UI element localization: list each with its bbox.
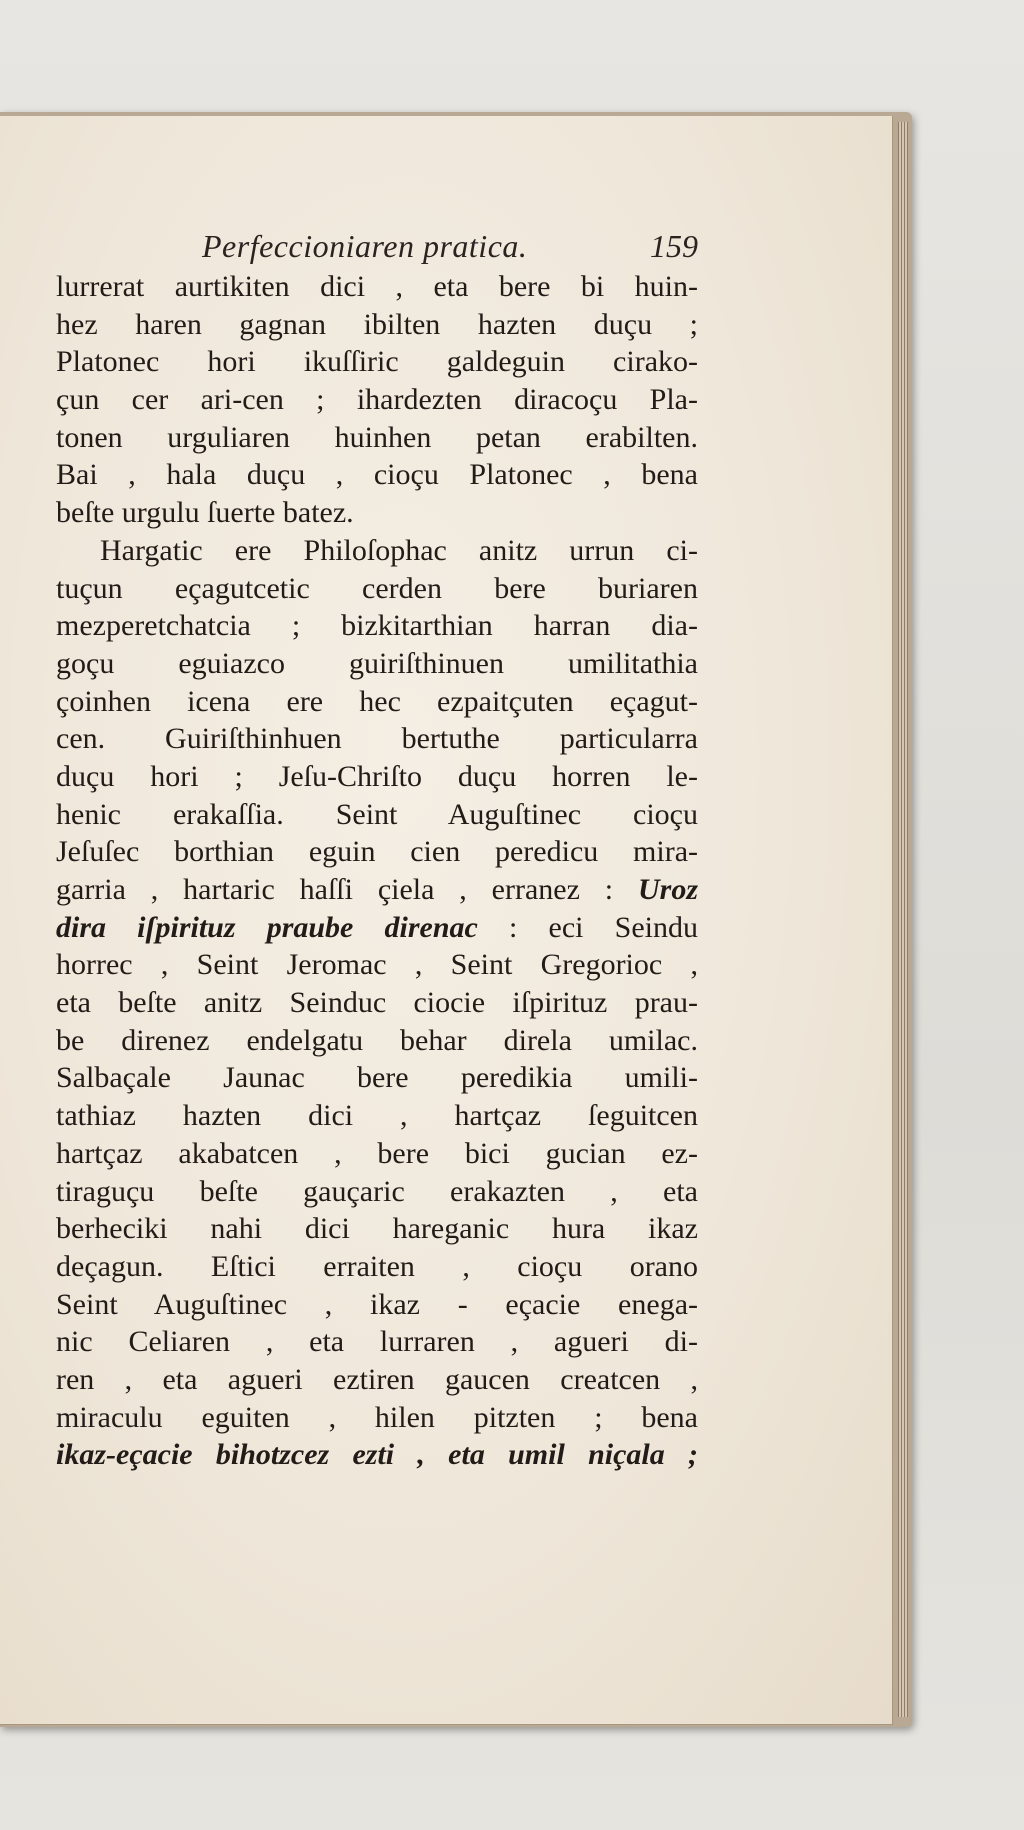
text-line: duçu hori ; Jeſu-Chriſto duçu horren le- (56, 759, 698, 793)
text-line: lurrerat aurtikiten dici , eta bere bi huin- (56, 270, 698, 303)
text-line: çoinhen icena ere hec ezpaitçuten eçagut- (56, 684, 698, 718)
text-line: goçu eguiazco guiriſthinuen umilitathia (56, 646, 698, 680)
page-header (56, 228, 698, 270)
text-line-with-italic (56, 909, 698, 947)
text-line-roman: : eci Seindu (509, 910, 699, 944)
text-line: çun cer ari-cen ; ihardezten diracoçu Pla- (56, 383, 698, 417)
text-line: tiraguçu beſte gauçaric erakazten , eta (56, 1174, 698, 1208)
italic-phrase: Uroz (638, 873, 699, 906)
italic-phrase: dira iſpirituz praube direnac (56, 910, 478, 944)
text-line: miraculu eguiten , hilen pitzten ; bena (56, 1400, 698, 1434)
body-text (56, 268, 698, 1474)
text-line: hartçaz akabatcen , bere bici gucian ez- (56, 1136, 698, 1170)
text-line: tuçun eçagutcetic cerden bere buriaren (56, 571, 698, 605)
text-line-with-italic (56, 871, 698, 909)
text-line-italic (56, 1436, 698, 1474)
text-line-roman: garria , hartaric haſſi çiela , erranez : (56, 873, 614, 906)
text-line: cen. Guiriſthinhuen bertuthe particularra (56, 722, 698, 756)
text-line: Platonec hori ikuſſiric galdeguin cirako- (56, 345, 698, 379)
text-line: ren , eta agueri eztiren gaucen creatcen , (56, 1362, 698, 1396)
text-line: beſte urgulu ſuerte batez. (56, 496, 354, 530)
text-line: berheciki nahi dici hareganic hura ikaz (56, 1212, 698, 1246)
italic-phrase: ikaz-eçacie bihotzcez ezti , eta umil niçala ; (56, 1438, 698, 1472)
text-line: be direnez endelgatu behar direla umilac. (56, 1023, 698, 1057)
text-line: Bai , hala duçu , cioçu Platonec , bena (56, 458, 698, 492)
running-head: Perfeccioniaren pratica. (202, 228, 528, 264)
text-line: Hargatic ere Philoſophac anitz urrun ci- (100, 533, 698, 567)
page-number: 159 (650, 228, 698, 264)
text-line: tathiaz hazten dici , hartçaz ſeguitcen (56, 1099, 698, 1133)
text-line: horrec , Seint Jeromac , Seint Gregorioc , (56, 948, 698, 982)
text-line: henic erakaſſia. Seint Auguſtinec cioçu (56, 797, 698, 831)
text-line: tonen urguliaren huinhen petan erabilten. (56, 420, 698, 454)
text-line: mezperetchatcia ; bizkitarthian harran dia- (56, 609, 698, 643)
text-line: Seint Auguſtinec , ikaz - eçacie enega- (56, 1287, 698, 1321)
text-line: nic Celiaren , eta lurraren , agueri di- (56, 1325, 698, 1359)
text-line: Salbaçale Jaunac bere peredikia umili- (56, 1061, 698, 1095)
text-line: deçagun. Eſtici erraiten , cioçu orano (56, 1249, 698, 1283)
text-line: eta beſte anitz Seinduc ciocie iſpirituz prau- (56, 986, 698, 1020)
text-line: hez haren gagnan ibilten hazten duçu ; (56, 307, 698, 341)
text-line: Jeſuſec borthian eguin cien peredicu mira- (56, 835, 698, 869)
